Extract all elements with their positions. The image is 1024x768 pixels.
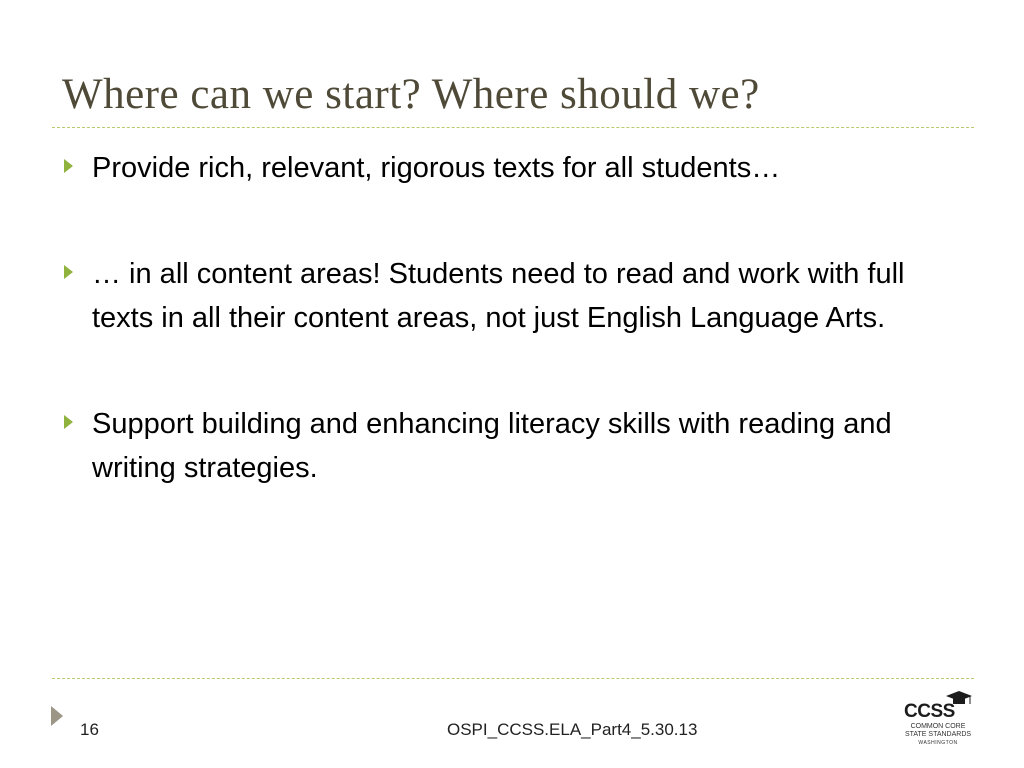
bullet-text: Support building and enhancing literacy skills with reading and writing strategies. [92,408,892,484]
bullet-arrow-icon [64,415,73,429]
bullet-arrow-icon [64,265,73,279]
bullet-arrow-icon [64,159,73,173]
footer-caption: OSPI_CCSS.ELA_Part4_5.30.13 [447,720,698,739]
bullet-text: Provide rich, relevant, rigorous texts for all students… [92,152,781,184]
bullet-item [62,252,962,340]
logo-line-state-standards: STATE STANDARDS [904,731,972,738]
footer-divider [52,678,974,679]
logo-line-common-core: COMMON CORE [910,723,966,730]
slide-title: Where can we start? Where should we? [62,71,760,118]
title-divider [52,127,974,128]
logo-line-washington: WASHINGTON [918,740,958,746]
bullet-list [62,146,962,552]
page-number: 16 [80,720,99,739]
logo-name: CCSS [904,701,955,722]
bullet-item [62,146,962,190]
bullet-item [62,402,962,490]
ccss-logo [900,690,976,748]
bullet-text: … in all content areas! Students need to read and work with full texts in all their content areas, not just English Language Arts. [92,258,905,334]
play-arrow-icon[interactable] [51,706,63,726]
